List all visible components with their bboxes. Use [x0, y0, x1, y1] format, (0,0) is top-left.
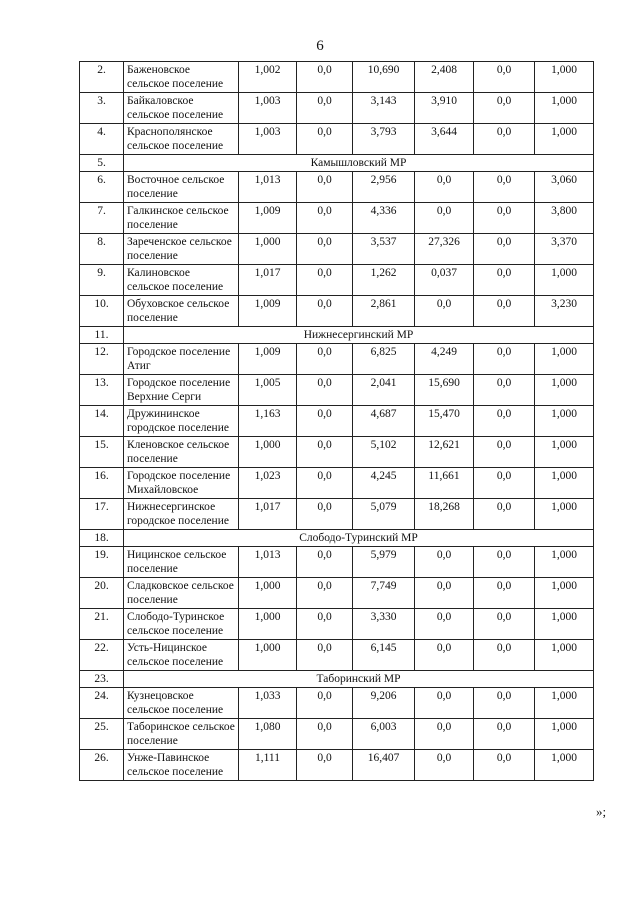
value-cell: 0,0 — [474, 62, 535, 93]
value-cell: 4,687 — [353, 406, 415, 437]
value-cell: 0,0 — [297, 750, 353, 781]
row-number: 21. — [80, 609, 124, 640]
row-number: 18. — [80, 530, 124, 547]
value-cell: 0,0 — [415, 547, 474, 578]
row-number: 6. — [80, 172, 124, 203]
settlement-name: Кузнецовское сельское поселение — [124, 688, 239, 719]
settlement-name: Зареченское сельское поселение — [124, 234, 239, 265]
row-number: 5. — [80, 155, 124, 172]
settlement-name: Таборинское сельское поселение — [124, 719, 239, 750]
row-number: 2. — [80, 62, 124, 93]
value-cell: 0,0 — [474, 406, 535, 437]
value-cell: 5,979 — [353, 547, 415, 578]
value-cell: 1,013 — [239, 547, 297, 578]
value-cell: 1,003 — [239, 124, 297, 155]
value-cell: 2,041 — [353, 375, 415, 406]
value-cell: 3,800 — [535, 203, 594, 234]
value-cell: 3,644 — [415, 124, 474, 155]
value-cell: 0,0 — [297, 406, 353, 437]
value-cell: 0,0 — [474, 578, 535, 609]
value-cell: 2,408 — [415, 62, 474, 93]
settlement-name: Городское поселение Михайловское — [124, 468, 239, 499]
row-number: 8. — [80, 234, 124, 265]
value-cell: 11,661 — [415, 468, 474, 499]
value-cell: 2,861 — [353, 296, 415, 327]
value-cell: 1,000 — [239, 609, 297, 640]
value-cell: 0,0 — [474, 437, 535, 468]
value-cell: 1,017 — [239, 499, 297, 530]
value-cell: 0,0 — [297, 344, 353, 375]
value-cell: 15,690 — [415, 375, 474, 406]
value-cell: 1,000 — [535, 437, 594, 468]
table-row — [80, 640, 594, 671]
value-cell: 4,245 — [353, 468, 415, 499]
table-row — [80, 62, 594, 93]
settlement-name: Кленовское сельское поселение — [124, 437, 239, 468]
settlement-name: Баженовское сельское поселение — [124, 62, 239, 93]
row-number: 9. — [80, 265, 124, 296]
value-cell: 10,690 — [353, 62, 415, 93]
value-cell: 3,230 — [535, 296, 594, 327]
value-cell: 6,003 — [353, 719, 415, 750]
value-cell: 0,0 — [297, 499, 353, 530]
value-cell: 1,000 — [239, 234, 297, 265]
value-cell: 7,749 — [353, 578, 415, 609]
row-number: 3. — [80, 93, 124, 124]
settlement-name: Восточное сельское поселение — [124, 172, 239, 203]
value-cell: 1,000 — [239, 437, 297, 468]
value-cell: 0,0 — [297, 609, 353, 640]
value-cell: 0,0 — [297, 265, 353, 296]
value-cell: 0,0 — [415, 578, 474, 609]
value-cell: 0,0 — [474, 688, 535, 719]
value-cell: 3,143 — [353, 93, 415, 124]
value-cell: 1,013 — [239, 172, 297, 203]
value-cell: 1,000 — [535, 62, 594, 93]
settlement-name: Дружининское городское поселение — [124, 406, 239, 437]
table-row — [80, 437, 594, 468]
table-row — [80, 172, 594, 203]
table-row — [80, 499, 594, 530]
table-row — [80, 375, 594, 406]
value-cell: 1,002 — [239, 62, 297, 93]
value-cell: 2,956 — [353, 172, 415, 203]
value-cell: 0,0 — [415, 750, 474, 781]
value-cell: 0,0 — [297, 578, 353, 609]
row-number: 22. — [80, 640, 124, 671]
row-number: 17. — [80, 499, 124, 530]
value-cell: 0,0 — [415, 172, 474, 203]
district-name: Камышловский МР — [124, 155, 594, 172]
value-cell: 1,009 — [239, 344, 297, 375]
row-number: 19. — [80, 547, 124, 578]
page-number: 6 — [316, 38, 324, 54]
value-cell: 0,0 — [415, 640, 474, 671]
value-cell: 1,262 — [353, 265, 415, 296]
row-number: 12. — [80, 344, 124, 375]
value-cell: 0,0 — [297, 124, 353, 155]
value-cell: 0,0 — [415, 719, 474, 750]
district-name: Таборинский МР — [124, 671, 594, 688]
settlement-name: Нижнесергинское городское поселение — [124, 499, 239, 530]
value-cell: 1,000 — [535, 609, 594, 640]
value-cell: 1,000 — [535, 719, 594, 750]
value-cell: 0,0 — [297, 547, 353, 578]
table-row — [80, 344, 594, 375]
table-row — [80, 265, 594, 296]
table-row — [80, 719, 594, 750]
value-cell: 1,000 — [535, 640, 594, 671]
value-cell: 0,0 — [297, 203, 353, 234]
settlement-name: Слободо-Туринское сельское поселение — [124, 609, 239, 640]
value-cell: 0,037 — [415, 265, 474, 296]
table-row — [80, 124, 594, 155]
value-cell: 0,0 — [474, 375, 535, 406]
table-row — [80, 203, 594, 234]
municipal-coefficients-table — [79, 61, 594, 781]
value-cell: 0,0 — [297, 62, 353, 93]
value-cell: 0,0 — [297, 688, 353, 719]
row-number: 13. — [80, 375, 124, 406]
value-cell: 0,0 — [415, 296, 474, 327]
value-cell: 0,0 — [297, 93, 353, 124]
value-cell: 6,825 — [353, 344, 415, 375]
row-number: 16. — [80, 468, 124, 499]
row-number: 4. — [80, 124, 124, 155]
value-cell: 16,407 — [353, 750, 415, 781]
value-cell: 1,000 — [535, 265, 594, 296]
settlement-name: Обуховское сельское поселение — [124, 296, 239, 327]
value-cell: 1,000 — [535, 375, 594, 406]
value-cell: 0,0 — [474, 124, 535, 155]
value-cell: 0,0 — [297, 172, 353, 203]
value-cell: 0,0 — [474, 203, 535, 234]
value-cell: 0,0 — [297, 640, 353, 671]
table-row — [80, 296, 594, 327]
value-cell: 0,0 — [297, 468, 353, 499]
value-cell: 1,009 — [239, 203, 297, 234]
value-cell: 4,249 — [415, 344, 474, 375]
district-name: Нижнесергинский МР — [124, 327, 594, 344]
value-cell: 0,0 — [474, 265, 535, 296]
value-cell: 1,000 — [535, 406, 594, 437]
value-cell: 0,0 — [297, 375, 353, 406]
value-cell: 0,0 — [474, 499, 535, 530]
value-cell: 6,145 — [353, 640, 415, 671]
table-row — [80, 688, 594, 719]
settlement-name: Сладковское сельское поселение — [124, 578, 239, 609]
settlement-name: Городское поселение Атиг — [124, 344, 239, 375]
district-header-row — [80, 155, 594, 172]
value-cell: 3,330 — [353, 609, 415, 640]
value-cell: 0,0 — [415, 609, 474, 640]
district-name: Слободо-Туринский МР — [124, 530, 594, 547]
value-cell: 0,0 — [474, 93, 535, 124]
table-row — [80, 234, 594, 265]
settlement-name: Галкинское сельское поселение — [124, 203, 239, 234]
value-cell: 27,326 — [415, 234, 474, 265]
value-cell: 0,0 — [474, 296, 535, 327]
table-row — [80, 406, 594, 437]
table-row — [80, 578, 594, 609]
settlement-name: Ницинское сельское поселение — [124, 547, 239, 578]
value-cell: 1,000 — [535, 547, 594, 578]
value-cell: 1,163 — [239, 406, 297, 437]
value-cell: 1,080 — [239, 719, 297, 750]
value-cell: 1,000 — [535, 93, 594, 124]
value-cell: 0,0 — [474, 719, 535, 750]
table-row — [80, 547, 594, 578]
value-cell: 0,0 — [415, 203, 474, 234]
row-number: 11. — [80, 327, 124, 344]
value-cell: 0,0 — [474, 609, 535, 640]
value-cell: 1,000 — [239, 640, 297, 671]
value-cell: 0,0 — [297, 719, 353, 750]
value-cell: 12,621 — [415, 437, 474, 468]
value-cell: 0,0 — [474, 750, 535, 781]
value-cell: 1,000 — [535, 468, 594, 499]
table-body — [80, 62, 594, 781]
value-cell: 18,268 — [415, 499, 474, 530]
table-row — [80, 750, 594, 781]
value-cell: 1,009 — [239, 296, 297, 327]
value-cell: 0,0 — [297, 437, 353, 468]
value-cell: 9,206 — [353, 688, 415, 719]
value-cell: 4,336 — [353, 203, 415, 234]
value-cell: 3,370 — [535, 234, 594, 265]
value-cell: 1,111 — [239, 750, 297, 781]
value-cell: 15,470 — [415, 406, 474, 437]
row-number: 25. — [80, 719, 124, 750]
settlement-name: Краснополянское сельское поселение — [124, 124, 239, 155]
row-number: 7. — [80, 203, 124, 234]
value-cell: 5,102 — [353, 437, 415, 468]
value-cell: 5,079 — [353, 499, 415, 530]
value-cell: 0,0 — [415, 688, 474, 719]
value-cell: 0,0 — [474, 234, 535, 265]
settlement-name: Городское поселение Верхние Серги — [124, 375, 239, 406]
value-cell: 1,000 — [535, 688, 594, 719]
value-cell: 0,0 — [474, 547, 535, 578]
row-number: 23. — [80, 671, 124, 688]
table-row — [80, 609, 594, 640]
value-cell: 0,0 — [474, 640, 535, 671]
table-row — [80, 93, 594, 124]
value-cell: 1,000 — [535, 344, 594, 375]
value-cell: 3,793 — [353, 124, 415, 155]
row-number: 26. — [80, 750, 124, 781]
value-cell: 1,017 — [239, 265, 297, 296]
value-cell: 1,000 — [535, 124, 594, 155]
value-cell: 3,537 — [353, 234, 415, 265]
row-number: 20. — [80, 578, 124, 609]
settlement-name: Усть-Ницинское сельское поселение — [124, 640, 239, 671]
district-header-row — [80, 327, 594, 344]
value-cell: 0,0 — [474, 468, 535, 499]
value-cell: 1,023 — [239, 468, 297, 499]
row-number: 10. — [80, 296, 124, 327]
value-cell: 0,0 — [297, 296, 353, 327]
value-cell: 1,000 — [535, 750, 594, 781]
value-cell: 1,003 — [239, 93, 297, 124]
value-cell: 1,000 — [239, 578, 297, 609]
value-cell: 0,0 — [474, 344, 535, 375]
row-number: 15. — [80, 437, 124, 468]
district-header-row — [80, 671, 594, 688]
row-number: 24. — [80, 688, 124, 719]
district-header-row — [80, 530, 594, 547]
value-cell: 3,910 — [415, 93, 474, 124]
value-cell: 1,005 — [239, 375, 297, 406]
value-cell: 1,033 — [239, 688, 297, 719]
value-cell: 3,060 — [535, 172, 594, 203]
value-cell: 0,0 — [297, 234, 353, 265]
settlement-name: Унже-Павинское сельское поселение — [124, 750, 239, 781]
value-cell: 1,000 — [535, 499, 594, 530]
value-cell: 1,000 — [535, 578, 594, 609]
value-cell: 0,0 — [474, 172, 535, 203]
table-row — [80, 468, 594, 499]
closing-quote-mark: »; — [596, 804, 607, 819]
row-number: 14. — [80, 406, 124, 437]
settlement-name: Байкаловское сельское поселение — [124, 93, 239, 124]
settlement-name: Калиновское сельское поселение — [124, 265, 239, 296]
